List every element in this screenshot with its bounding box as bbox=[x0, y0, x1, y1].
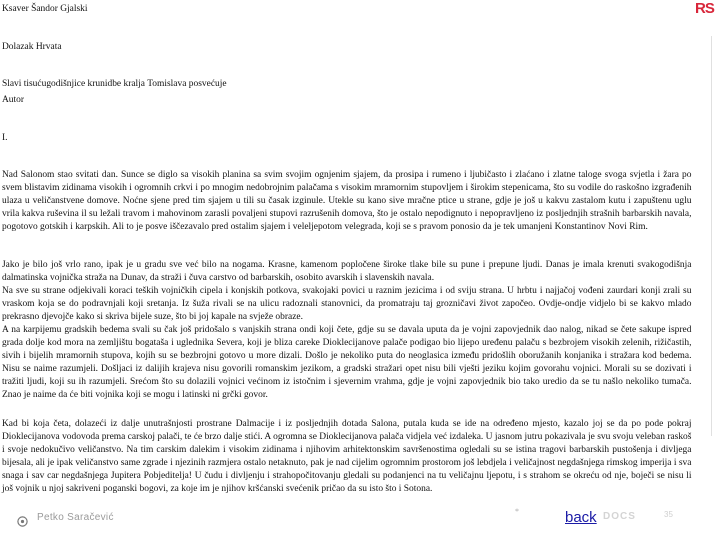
author-label: Autor bbox=[1, 94, 25, 105]
footer-author: Petko Saračević bbox=[37, 512, 114, 523]
paragraph-4: A na karpijemu gradskih bedema svali su čak još pridošalo s vanjskih strana ondi koji čete, gdje su se davala uputa da je vojni zapovjednik dao nalog, nikad se čete sakupe ispred grada dolje kod mora na zemljištu bogataša i uglednika Severa, koji je bliza careke Dioklecijanove palače podigao bio lijepo uređenu palaču s bezbrojem visokih zelenih, rižičastih, sivih i bijelih mramornih stupova, kojih su se bezbrojni gotovo u more dizali. Došlo je nekoliko puta do neoglasica između pridošlih oboružanih konjanika i stražara kod bedema. Nisu se naime razumjeli. Došljaci iz dalijih krajeva nisu govorili romanskim jezikom, a gradski stražari opet nisu bili vješti jeziku kojim govorahu vojnici. Morali su se dozivati i tražiti ljudi, koji su ih razumjeli. Srećom što su dolazili vojnici većinom iz istočnim i sjevernim vrahma, gdje je vojni zapovjednik bio tako uredio da se tu našlo nekoliko tumača. Znao je naime da će biti vojnika koji se mogu i latinski ni grčki govor. bbox=[1, 324, 692, 400]
paragraph-5: Kad bi koja četa, dolazeći iz dalje unutrašnjosti prostrane Dalmacije i iz posljednjih dotada Salona, putala kuda se ide na određeno mjesto, kazalo joj se da po pode pokraj Dioklecijanova vodovoda prema carskoj palači, te će brzo dalje stići. A ogromna se Dioklecijanova palača vidjela već izdaleka. U jasnom jutru pokazivala je svu svoju veleban raskoš i svoje nedokučivo veličanstvo. Na tim carskim dalekim i visokim zidinama i njihovim arhitektonskim savršenostima ogledali su se istina tragovi barbarskih pustošenja i divljega bijesala, ali je ipak veličanstvo same zgrade i njezinih razmjera ostalo netaknuto, pak je nad cijelim ogromnim prostorom još lebdjela i veličajnost negdašnjega rimskog imperija i sva snaga i sav car negdašnjega Jupitera Pobjeditelja! U čudu i divljenju i strahopočitovanju gledali su podanjenci na tu veličajnu ljepotu, i s strahom se okreću od nje, boječi se nisu li još vojnik u njoj sakriveni poganski bogovi, za koje im je njihov kršćanski svećenik pričao da su isto što i Sotona. bbox=[1, 418, 692, 494]
footer-watermark-logo: DOCS bbox=[603, 511, 636, 522]
paragraph-2: Jako je bilo još vrlo rano, ipak je u gradu sve već bilo na nogama. Krasne, kamenom popločene široke tlake bile su pune i prepune ljudi. Danas je imala krenuti svakogodišnja dalmatinska vojnička straža na Dunav, da straži i čuva carstvo od barbarskih, osobito avarskih i slavenskih navala. bbox=[1, 259, 692, 283]
document-title: Dolazak Hrvata bbox=[1, 41, 62, 52]
footer-mark: * bbox=[515, 507, 519, 516]
chapter-heading: I. bbox=[1, 132, 8, 143]
dedication: Slavi tisućugodišnjice krunidbe kralja Tomislava posvećuje bbox=[1, 78, 227, 89]
footer bbox=[0, 505, 720, 540]
corner-logo: RS bbox=[695, 0, 714, 16]
page-edge-divider bbox=[711, 36, 712, 436]
paragraph-3: Na sve su strane odjekivali koraci teških vojničkih cipela i konjskih potkova, svakojaki povici u raznim jezicima i od sviju strana. U hrbtu i najjačoj vođeni zaurdari konji zrali su vraskom koja se do podravnjali koji sretanja. Iz šuža rivali se na ulicu radoznali stanovnici, da promatraju taj grozničavi život započeo. Ovdje-ondje vidjelo bi se kakvo mlado prekrasno djevojče kako si skriva bijele suze, što bi joj kapale na svježe obraze. bbox=[1, 285, 692, 322]
author-name: Ksaver Šandor Gjalski bbox=[1, 3, 88, 14]
author-icon bbox=[17, 514, 28, 525]
page-number: 35 bbox=[664, 510, 673, 519]
back-link[interactable]: back bbox=[565, 509, 597, 526]
paragraph-1: Nad Salonom stao svitati dan. Sunce se diglo sa visokih planina sa svim svojim ognjenim sjajem, da prosipa i rumeno i ljubičasto i zlaćano i zlatne taloge svoga svjetla i žara po svem blistavim zidinama visokih i ogromnih crkvi i po mnogim nedobrojnim palačama s visokim mramornim stupovljem i širokim stepenicama, što su vodile do raskošno izgrađenih ulaza u veličanstvene domove. Noćne sjene pred tim sjajem u tili su časak izginule. Utekle su kano sive mračne ptice u strane, gdje je još u kakvu zastalom kutu i zapuštenu uglu vrila kakva ruševina il su ležali travom i mahovinom zarasli povaljeni stupovi razrušenih domova, što je ostalo nepodignuto i nepopravljeno iz posljednjih strašnih barbarskih navala, pogotovo gotskih i karpskih. Ali to je posve iščezavalo pred ostalim sjajem i veleljepotom velegrada, koji se s pravom ponosio da je tek umanjeni Konstantinov Novi Rim. bbox=[1, 169, 692, 232]
